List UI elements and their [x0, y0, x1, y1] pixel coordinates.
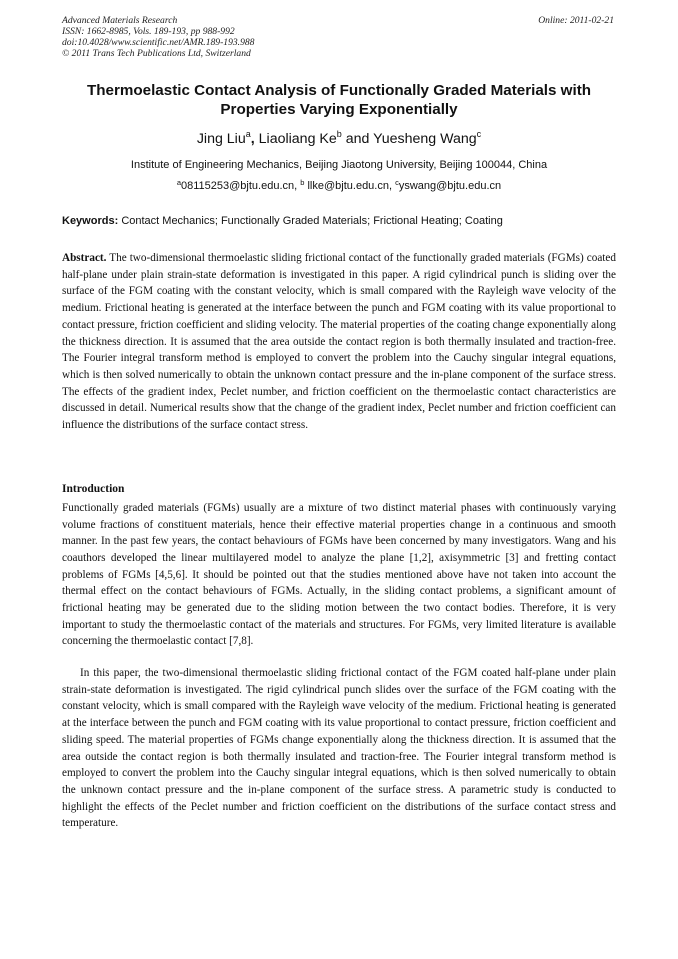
section-heading-introduction: Introduction [62, 483, 125, 495]
abstract-label: Abstract. [62, 252, 107, 264]
email-mark: c [395, 178, 399, 187]
author-name: Yuesheng Wang [373, 131, 477, 147]
author-list [62, 130, 616, 148]
issn-line: ISSN: 1662-8985, Vols. 189-193, pp 988-992 [62, 26, 235, 37]
email-mark: a [176, 178, 182, 187]
introduction-paragraph: Functionally graded materials (FGMs) usually are a mixture of two distinct material phases with continuously varying volume fractions of constituent materials, hence their effective material properties change in a continuous and smooth manner. In the past few years, the contact behaviours of FGMs have been concerned by many investigators. Wang and his coauthors developed the linear multilayered model to analyze the plane [1,2], axisymmetric [3] and fretting contact problems of FGMs [4,5,6]. It should be pointed out that the studies mentioned above have not taken into account the thermal effect on the contact behaviours of FGMs. Actually, in the sliding contact problems, a significant amount of frictional heating may be generated due to the sliding motion between the two contact bodies. Therefore, it is very important to study the thermoelastic contact of the materials and structures. For FGMs, very limited literature is available concerning the thermoelastic contact [7,8]. [62, 502, 616, 648]
author-and: and [345, 131, 370, 147]
abstract [62, 250, 616, 434]
introduction-paragraph: In this paper, the two-dimensional thermoelastic sliding frictional contact of the FGM coated half-plane under plain strain-state deformation is investigated. The rigid cylindrical punch slides over the surface of the FGM coating with the constant velocity, which is small compared with the Rayleigh wave velocity of the medium. Frictional heating is generated at the interface between the punch and FGM coating with its value proportional to contact pressure, friction coefficient and sliding speed. The material properties of FGMs change exponentially along the thickness direction. It is assumed that the area outside the contact region is both thermally insulated and traction-free. The Fourier integral transform method is employed to convert the problem into the Cauchy singular integral equations, which is then solved numerically to obtain the unknown contact pressure and the in-plane component of the surface stress. A parametric study is conducted to highlight the effects of the Peclet number and friction coefficient on the distributions of the surface contact stress and temperature. [62, 667, 616, 830]
email-link[interactable]: yswang@bjtu.edu.cn [398, 180, 502, 192]
author-name: Liaoliang Ke [258, 131, 337, 147]
affiliation: Institute of Engineering Mechanics, Beijing Jiaotong University, Beijing 100044, China [130, 159, 548, 171]
keywords-label: Keywords: [62, 215, 119, 227]
author-name: Jing Liu [196, 131, 246, 147]
online-date: Online: 2011-02-21 [538, 15, 614, 26]
email-link[interactable]: llke@bjtu.edu.cn, [307, 180, 393, 192]
keywords-text: Contact Mechanics; Functionally Graded Materials; Frictional Heating; Coating [121, 215, 503, 227]
abstract-text: The two-dimensional thermoelastic sliding frictional contact of the functionally graded materials (FGMs) coated half-plane under plain strain-state deformation is investigated in this paper. A rigid cylindrical punch is sliding over the surface of the FGM coating with the constant velocity, which is small compared with the Rayleigh wave velocity of the medium. Frictional heating is generated at the interface between the punch and FGM coating with its value proportional to contact pressure, friction coefficient and sliding velocity. The material properties of the coating change exponentially along the thickness direction. It is assumed that the area outside the contact region is both thermally insulated and traction-free. The Fourier integral transform method is employed to convert the problem into the Cauchy singular integral equations, which is then solved numerically to obtain the unknown contact pressure and the in-plane component of the surface stress. The effects of the gradient index, Peclet number, and friction coefficient on the thermoelastic contact characteristics are discussed in detail. Numerical results show that the change of the gradient index, Peclet number and friction coefficient can influence the distributions of the surface contact stress. [62, 252, 616, 432]
email-list [62, 179, 616, 193]
journal-name: Advanced Materials Research [62, 15, 178, 26]
paper-title: Thermoelastic Contact Analysis of Functionally Graded Materials with Properties Varying Exponentially [86, 82, 592, 118]
author-mark: a [245, 129, 251, 139]
doi-line: doi:10.4028/www.scientific.net/AMR.189-193.988 [62, 37, 255, 48]
email-mark: b [300, 178, 305, 187]
keywords [62, 214, 616, 228]
email-link[interactable]: 08115253@bjtu.edu.cn, [181, 180, 298, 192]
author-separator: , [250, 131, 255, 147]
author-mark: c [476, 129, 482, 139]
author-mark: b [336, 129, 342, 139]
copyright-line: © 2011 Trans Tech Publications Ltd, Switzerland [62, 48, 251, 59]
journal-header [62, 15, 254, 59]
